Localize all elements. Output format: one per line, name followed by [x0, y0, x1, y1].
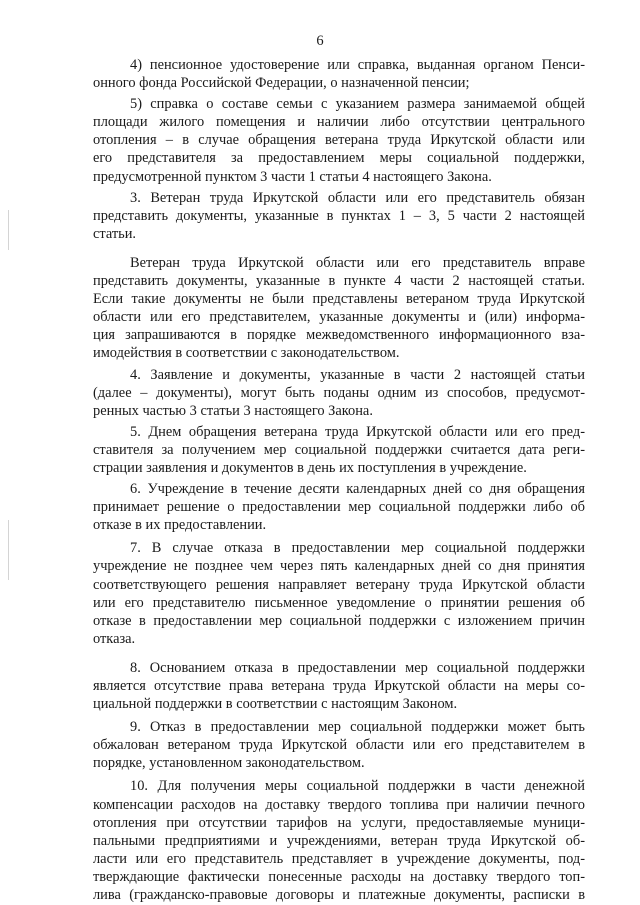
paragraph-point-5 — [93, 423, 585, 477]
text-line: имодействия в соответствии с законодательством. — [93, 345, 400, 362]
text-line: ренных частью 3 статьи 3 настоящего Закона. — [93, 402, 373, 419]
text-line: обжалован ветераном труда Иркутской области или его представителем в — [93, 737, 585, 754]
paragraph-point-3 — [93, 189, 585, 243]
text-line: представить документы, указанные в пункте 4 части 2 настоящей статьи. — [93, 273, 585, 290]
text-line: 5. Днем обращения ветерана труда Иркутской области или его пред- — [130, 423, 585, 440]
text-line: тверждающие фактически понесенные расходы на доставку твердого топ- — [93, 868, 585, 885]
text-line: страции заявления и документов в день их поступления в учреждение. — [93, 459, 527, 476]
text-line: учреждение не позднее чем через пять календарных дней со дня принятия — [93, 558, 585, 575]
text-line: 5) справка о составе семьи с указанием размера занимаемой общей — [130, 96, 585, 113]
text-line: отказа. — [93, 630, 136, 647]
text-line: области или его представителем, указанные документы и (или) информа- — [93, 309, 585, 326]
text-line: циальной поддержки в соответствии с настоящим Законом. — [93, 696, 458, 713]
text-line: 10. Для получения меры социальной поддержки в части денежной — [130, 778, 585, 795]
text-line: отопления при отсутствии тарифов на услуги, предоставляемые муници- — [93, 814, 585, 831]
paragraph-point-7 — [93, 539, 585, 648]
paragraph-point-6 — [93, 480, 585, 534]
text-line: предусмотренной пунктом 3 части 1 статьи 4 настоящего Закона. — [93, 168, 492, 185]
paragraph-point-10 — [93, 777, 585, 904]
text-line: является отсутствие права ветерана труда Иркутской области на меры со- — [93, 678, 585, 694]
text-line: лива (гражданско-правовые договоры и платежные документы, расписки в — [93, 887, 585, 904]
text-line: ставителя за получением мер социальной поддержки считается дата реги- — [93, 441, 585, 458]
text-line: отказе в их предоставлении. — [93, 517, 267, 534]
text-line: 7. В случае отказа в предоставлении мер социальной поддержки — [130, 540, 585, 557]
text-line: онного фонда Российской Федерации, о назначенной пенсии; — [93, 75, 470, 92]
text-line: отопления – в случае обращения ветерана труда Иркутской области или — [93, 132, 585, 149]
text-line: 8. Основанием отказа в предоставлении мер социальной поддержки — [130, 659, 585, 676]
paragraph-point-3-continued — [93, 254, 585, 363]
text-line: площади жилого помещения и наличии либо отсутствии центрального — [93, 114, 585, 131]
text-line: 4) пенсионное удостоверение или справка, выданная органом Пенси- — [130, 57, 585, 73]
paragraph-point-4 — [93, 366, 585, 420]
text-line: статьи. — [93, 225, 137, 242]
text-line: порядке, установленном законодательством. — [93, 755, 365, 772]
page-number: 6 — [316, 33, 324, 49]
paragraph-item-4 — [93, 56, 585, 92]
paragraph-item-5 — [93, 95, 585, 185]
text-line: представить документы, указанные в пунктах 1 – 3, 5 части 2 настоящей — [93, 207, 585, 224]
text-line: или его представителю письменное уведомление о принятии решения об — [93, 594, 585, 611]
text-line: ция запрашиваются в порядке межведомственного информационного вза- — [93, 327, 585, 344]
text-line: отказе в предоставлении мер социальной поддержки с изложением причин — [93, 612, 585, 629]
text-line: ласти или его представитель представляет в учреждение документы, под- — [93, 850, 585, 867]
text-line: (далее – документы), могут быть поданы одним из способов, предусмот- — [93, 384, 585, 401]
text-line: соответствующего решения направляет ветерану труда Иркутской области — [93, 576, 585, 593]
scan-edge-mark — [8, 210, 9, 250]
text-line: 3. Ветеран труда Иркутской области или его представитель обязан — [130, 189, 585, 206]
text-line: Ветеран труда Иркутской области или его представитель вправе — [130, 254, 585, 271]
paragraph-point-9 — [93, 718, 585, 772]
paragraph-point-8 — [93, 659, 585, 713]
text-line: принимает решение о предоставлении мер социальной поддержки либо об — [93, 499, 585, 516]
text-line: компенсации расходов на доставку твердого топлива при наличии печного — [93, 796, 585, 813]
text-line: 4. Заявление и документы, указанные в части 2 настоящей статьи — [130, 366, 585, 383]
text-line: Если такие документы не были представлены ветераном труда Иркутской — [93, 291, 585, 308]
text-line: 6. Учреждение в течение десяти календарных дней со дня обращения — [130, 481, 585, 498]
text-line: 9. Отказ в предоставлении мер социальной поддержки может быть — [130, 719, 585, 736]
document-body — [93, 56, 585, 904]
scan-edge-mark — [8, 520, 9, 580]
text-line: пальными предприятиями и учреждениями, ветеран труда Иркутской об- — [93, 832, 585, 849]
text-line: его представителя за предоставлением меры социальной поддержки, — [93, 150, 585, 167]
